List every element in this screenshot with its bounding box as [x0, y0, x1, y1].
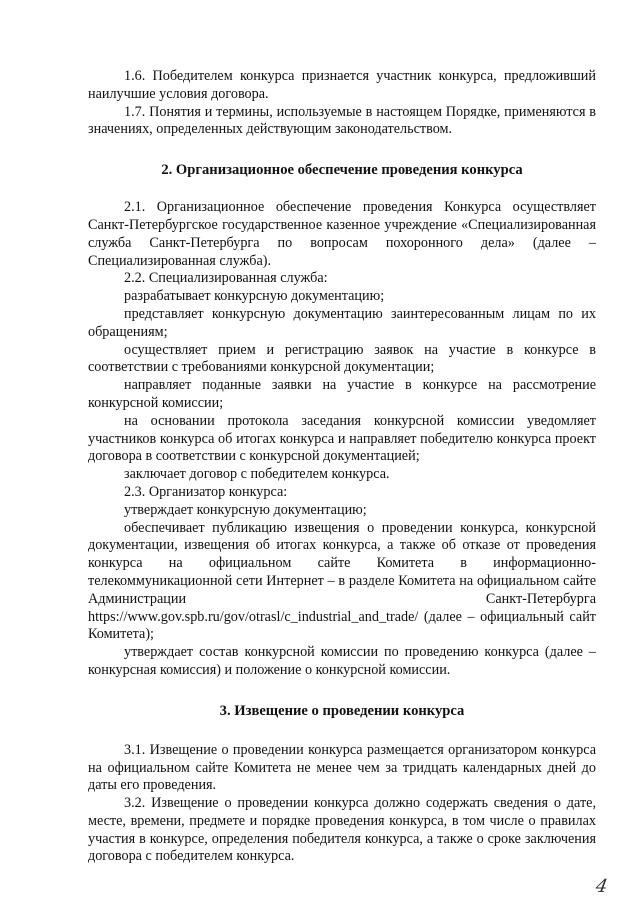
- paragraph-2-2-item: разрабатывает конкурсную документацию;: [124, 288, 385, 305]
- paragraph-2-1: 2.1. Организационное обеспечение проведения Конкурса осуществляет Санкт-Петербургское государственное казенное учреждение «Специализированная служба Санкт-Петербурга по вопросам похоронного дела» (далее – Специализированная служба).: [88, 199, 596, 269]
- paragraph-2-3: 2.3. Организатор конкурса:: [124, 483, 288, 500]
- paragraph-2-3-item: утверждает состав конкурсной комиссии по проведению конкурса (далее – конкурсная комиссия) и положение о конкурсной комиссии.: [88, 644, 596, 678]
- paragraph-1-6: 1.6. Победителем конкурса признается участник конкурса, предложивший наилучшие условия договора.: [88, 68, 596, 102]
- paragraph-3-1: 3.1. Извещение о проведении конкурса размещается организатором конкурса на официальном сайте Комитета не менее чем за тридцать календарных дней до даты его проведения.: [88, 741, 596, 794]
- document-body: [88, 68, 596, 866]
- paragraph-3-2: 3.2. Извещение о проведении конкурса должно содержать сведения о дате, месте, времени, предмете и порядке проведения конкурса, в том числе о правилах участия в конкурсе, определения победителя конкурса, а также о сроке заключения договора с победителем конкурса.: [88, 795, 596, 865]
- paragraph-1-7: 1.7. Понятия и термины, используемые в настоящем Порядке, применяются в значениях, определенных действующим законодательством.: [88, 103, 596, 138]
- paragraph-2-2-item: направляет поданные заявки на участие в конкурсе на рассмотрение конкурсной комиссии;: [88, 377, 596, 411]
- paragraph-2-2-item: на основании протокола заседания конкурсной комиссии уведомляет участников конкурса об итогах конкурса и направляет победителю конкурса проект договора в соответствии с конкурсной документацией;: [88, 412, 596, 465]
- section-3-heading: 3. Извещение о проведении конкурса: [219, 702, 465, 719]
- paragraph-2-2: 2.2. Специализированная служба:: [124, 270, 328, 287]
- page-number: 4: [594, 876, 610, 897]
- paragraph-2-2-item: заключает договор с победителем конкурса.: [124, 466, 390, 483]
- paragraph-2-2-item: представляет конкурсную документацию заинтересованным лицам по их обращениям;: [88, 305, 596, 340]
- section-2-heading: 2. Организационное обеспечение проведения конкурса: [161, 162, 523, 179]
- paragraph-2-3-item: утверждает конкурсную документацию;: [124, 501, 367, 518]
- paragraph-2-3-item: обеспечивает публикацию извещения о проведении конкурса, конкурсной документации, извещения об итогах конкурса, а также об отказе от проведения конкурса на официальном сайте Комитета в информационно-телекоммуникационной сети Интернет – в разделе Комитета на официальном сайте Администрации Санкт-Петербурга https://www.gov.spb.ru/gov/otrasl/c_industrial_and_trade/ (далее – официальный сайт Комитета);: [88, 519, 596, 643]
- paragraph-2-2-item: осуществляет прием и регистрацию заявок на участие в конкурсе в соответствии с требованиями конкурсной документации;: [88, 341, 596, 376]
